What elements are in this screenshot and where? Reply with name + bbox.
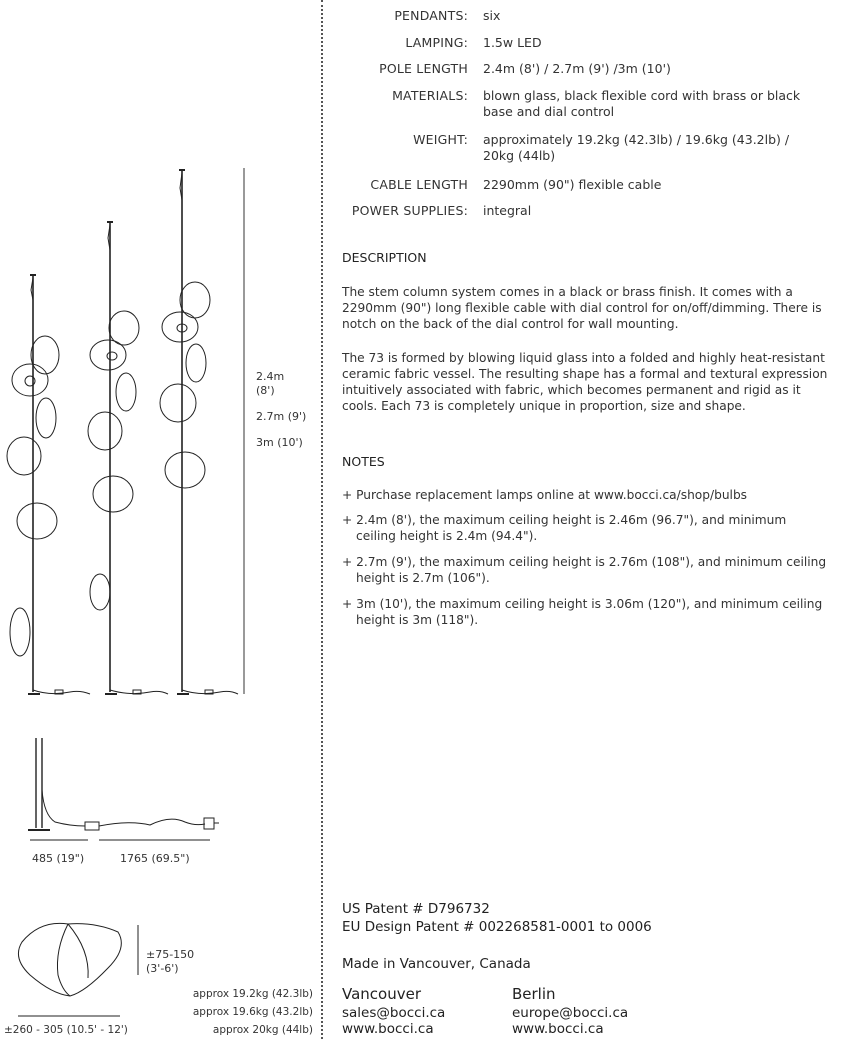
spec-value-cable-length: 2290mm (90") flexible cable bbox=[483, 177, 662, 192]
spec-label-materials: MATERIALS: bbox=[392, 88, 468, 103]
width-label: ±260 - 305 (10.5' - 12') bbox=[4, 1024, 128, 1036]
lamp-pole-2-7m bbox=[88, 222, 168, 694]
height-label-2-7m: 2.7m (9') bbox=[256, 410, 307, 423]
berlin-email[interactable]: europe@bocci.ca bbox=[512, 1005, 629, 1021]
base-cable-detail bbox=[28, 738, 219, 840]
note-item: + Purchase replacement lamps online at www.bocci.ca/shop/bulbs bbox=[342, 488, 748, 502]
weight-label-3: approx 20kg (44lb) bbox=[212, 1024, 313, 1036]
spec-value-weight: approximately 19.2kg (42.3lb) / 19.6kg (43.2lb) / 20kg (44lb) bbox=[483, 132, 790, 163]
height-label-2-4m-ft: (8') bbox=[256, 384, 275, 397]
notes-heading: NOTES bbox=[342, 454, 385, 469]
eu-patent: EU Design Patent # 002268581-0001 to 0006 bbox=[342, 919, 652, 935]
spec-value-materials: blown glass, black flexible cord with brass or black base and dial control bbox=[483, 88, 801, 119]
drop-label: ±75-150 bbox=[146, 948, 195, 961]
height-label-2-4m: 2.4m bbox=[256, 370, 285, 383]
note-item: + 2.7m (9'), the maximum ceiling height is 2.76m (108"), and minimum ceiling height is 2.7m (106"). bbox=[342, 555, 827, 585]
drop-label-ft: (3'-6') bbox=[146, 962, 179, 975]
spec-label-weight: WEIGHT: bbox=[413, 132, 468, 147]
spec-label-pole-length: POLE LENGTH bbox=[379, 61, 468, 76]
spec-label-pendants: PENDANTS: bbox=[394, 8, 468, 23]
description-paragraph-2: The 73 is formed by blowing liquid glass into a folded and highly heat-resistant ceramic fabric vessel. The resulting shape has a formal and textural expression intuitively associated with fabric, which becomes permanent and rigid as it cools. Each 73 is completely unique in proportion, size and shape. bbox=[342, 351, 828, 413]
vancouver-city: Vancouver bbox=[342, 985, 421, 1003]
glass-shade-detail bbox=[18, 923, 138, 1016]
made-in: Made in Vancouver, Canada bbox=[342, 956, 531, 972]
description-heading: DESCRIPTION bbox=[342, 250, 427, 265]
note-item: + 2.4m (8'), the maximum ceiling height is 2.46m (96.7"), and minimum ceiling height is 2.4m (94.4"). bbox=[342, 513, 787, 543]
spec-label-cable-length: CABLE LENGTH bbox=[370, 177, 468, 192]
spec-value-lamping: 1.5w LED bbox=[483, 35, 542, 50]
vancouver-web[interactable]: www.bocci.ca bbox=[342, 1021, 434, 1037]
berlin-city: Berlin bbox=[512, 985, 556, 1003]
vancouver-email[interactable]: sales@bocci.ca bbox=[342, 1005, 446, 1021]
spec-value-pendants: six bbox=[483, 8, 501, 23]
lamp-pole-3m bbox=[160, 170, 238, 694]
weight-label-1: approx 19.2kg (42.3lb) bbox=[192, 988, 313, 1000]
spec-value-pole-length: 2.4m (8') / 2.7m (9') /3m (10') bbox=[483, 61, 671, 76]
base-length-label: 485 (19") bbox=[32, 852, 85, 865]
product-drawing bbox=[0, 0, 322, 1039]
weight-label-2: approx 19.6kg (43.2lb) bbox=[192, 1006, 313, 1018]
spec-label-power-supplies: POWER SUPPLIES: bbox=[351, 203, 468, 218]
height-label-3m: 3m (10') bbox=[256, 436, 303, 449]
lamp-pole-2-4m bbox=[7, 275, 110, 694]
spec-value-power-supplies: integral bbox=[483, 203, 532, 218]
note-item: + 3m (10'), the maximum ceiling height is 3.06m (120"), and minimum ceiling height is 3m (118"). bbox=[342, 597, 823, 627]
spec-label-lamping: LAMPING: bbox=[405, 35, 468, 50]
description-paragraph-1: The stem column system comes in a black or brass finish. It comes with a 2290mm (90") long flexible cable with dial control for on/off/dimming. There is notch on the back of the dial control for wall mounting. bbox=[342, 285, 822, 331]
us-patent: US Patent # D796732 bbox=[342, 901, 490, 917]
cable-length-label: 1765 (69.5") bbox=[120, 852, 190, 865]
berlin-web[interactable]: www.bocci.ca bbox=[512, 1021, 604, 1037]
